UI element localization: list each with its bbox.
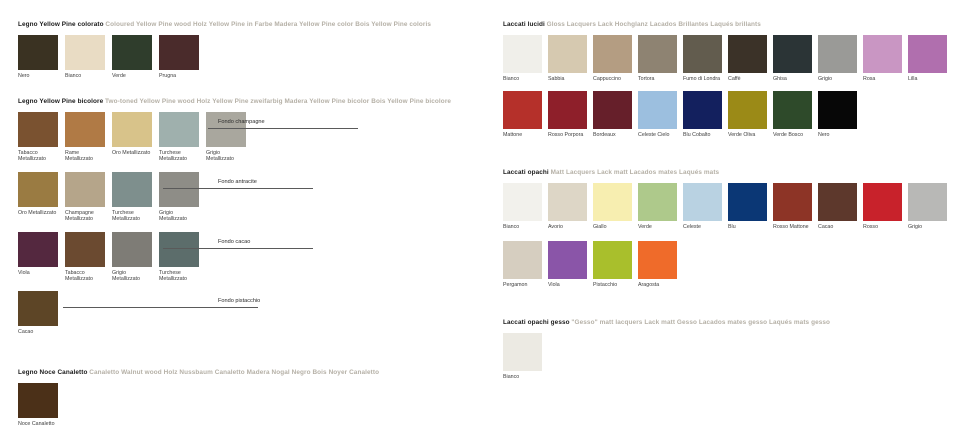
swatch-label: Blu Cobalto [683,132,711,139]
swatch-item[interactable] [548,91,589,138]
section-heading [503,20,953,29]
color-chip[interactable] [548,35,587,73]
swatch-item[interactable] [863,35,904,82]
color-chip[interactable] [683,91,722,129]
section-title-it: Legno Yellow Pine colorato [18,21,104,28]
section-title-translations: "Gesso" matt lacquers Lack matt Gesso Lacados mates gesso Laqués mats gesso [571,319,831,326]
swatch-label: Grigio Metallizzato [159,209,187,223]
swatch-label: Rosso [863,224,879,230]
right-column [495,0,923,436]
swatch-item[interactable] [159,112,201,163]
section-heading [503,168,953,177]
section-title-translations: Gloss Lacquers Lack Hochglanz Lacados Brillantes Laqués brillants [546,21,761,28]
swatch-item[interactable] [773,91,814,138]
color-chip[interactable] [18,172,58,207]
swatch-label: Grigio [818,76,833,82]
swatch-label: Verde Oliva [728,132,756,139]
swatch-item[interactable] [159,35,201,79]
swatch-item[interactable] [638,241,679,288]
section-coloured-pine [18,20,431,79]
swatch-label: Blu [728,224,736,230]
swatch-label: Grigio Metallizzato [112,269,140,283]
swatch-label: Sabbia [548,76,565,82]
swatch-item[interactable] [18,291,60,335]
swatch-item[interactable] [548,241,589,288]
swatch-item[interactable] [638,91,679,138]
color-chip[interactable] [638,183,677,221]
swatch-label: Caffè [728,76,741,82]
color-chip[interactable] [773,183,812,221]
swatch-item[interactable] [863,183,904,230]
swatch-item[interactable] [818,91,859,138]
section-title-it: Laccati lucidi [503,21,545,28]
color-chip[interactable] [18,383,58,418]
section-title-it: Legno Yellow Pine bicolore [18,98,104,105]
color-chip[interactable] [728,91,767,129]
swatch-item[interactable] [683,91,724,138]
swatch-label: Verde [638,224,652,230]
section-heading [503,318,830,327]
color-chip[interactable] [18,35,58,70]
swatch-label: Grigio Metallizzato [206,150,234,163]
fondo-label: Fondo antracite [218,178,257,185]
swatch-item[interactable] [638,35,679,82]
swatch-row [18,383,379,427]
color-chip[interactable] [112,112,152,147]
swatch-label: Oro Metallizzato [18,209,57,216]
swatch-item[interactable] [18,383,60,427]
bicolore-group [18,172,451,223]
swatch-label: Cacao [18,329,34,336]
color-chip[interactable] [206,112,246,147]
swatch-row [503,35,953,82]
leader-line [208,128,358,129]
swatch-label: Aragosta [638,282,660,289]
bicolore-group [18,112,451,163]
swatch-label: Viola [18,269,30,276]
swatch-label: Bianco [503,76,520,82]
color-chip[interactable] [159,232,199,267]
swatch-label: Grigio [908,224,923,230]
color-chip[interactable] [683,183,722,221]
fondo-label: Fondo pistacchio [218,298,261,305]
swatch-label: Pistacchio [593,282,618,289]
swatch-item[interactable] [65,232,107,283]
swatch-item[interactable] [503,91,544,138]
swatch-row [503,91,953,138]
swatch-item[interactable] [159,232,201,283]
section-noce-canaletto [18,368,379,427]
swatch-row [503,183,953,230]
section-heading [18,97,451,106]
section-heading [18,368,379,377]
swatch-label: Nero [18,73,30,79]
section-title-translations: Two-toned Yellow Pine wood Holz Yellow Pine zweifarbig Madera Yellow Pine bicolor Bois Yellow Pine bicolore [105,98,452,105]
swatch-item[interactable] [503,35,544,82]
color-chip[interactable] [548,183,587,221]
color-chip[interactable] [593,241,632,279]
swatch-label: Tabacco Metallizzato [65,269,93,283]
section-title-translations: Canaletto Walnut wood Holz Nussbaum Canaletto Madera Nogal Negro Bois Noyer Canaletto [89,369,380,376]
color-chip[interactable] [818,35,857,73]
swatch-label: Giallo [593,224,607,230]
swatch-label: Cappuccino [593,76,621,82]
swatch-item[interactable] [728,35,769,82]
swatch-item[interactable] [548,35,589,82]
swatch-item[interactable] [683,35,724,82]
swatch-item[interactable] [503,241,544,288]
swatch-item[interactable] [773,183,814,230]
color-chip[interactable] [65,172,105,207]
swatch-label: Turchese Metallizzato [159,150,187,163]
swatch-label: Ghisa [773,76,787,82]
bicolore-group [18,232,451,283]
color-chip[interactable] [159,112,199,147]
swatch-label: Cacao [818,224,834,230]
swatch-item[interactable] [908,183,949,230]
swatch-label: Champagne Metallizzato [65,209,94,223]
leader-line [163,248,313,249]
color-chip[interactable] [773,91,812,129]
color-chip[interactable] [818,91,857,129]
bicolore-group [18,291,451,335]
swatch-label: Celeste [683,224,701,230]
swatch-label: Nero [818,132,830,139]
swatch-label: Bianco [503,374,520,380]
color-chip[interactable] [18,112,58,147]
swatch-item[interactable] [593,241,634,288]
color-chip[interactable] [683,35,722,73]
swatch-label: Rame Metallizzato [65,150,93,163]
swatch-label: Verde [112,73,126,79]
swatch-item[interactable] [112,172,154,223]
swatch-item[interactable] [18,35,60,79]
swatch-item[interactable] [18,232,60,276]
fondo-label: Fondo cacao [218,238,251,245]
swatch-item[interactable] [728,183,769,230]
swatch-label: Viola [548,282,560,289]
section-bicolore-pine [18,97,451,336]
section-laccati-lucidi [503,20,953,138]
swatch-label: Tabacco Metallizzato [18,150,46,163]
color-chip[interactable] [159,35,199,70]
leader-line [163,188,313,189]
swatch-label: Avorio [548,224,563,230]
swatch-item[interactable] [593,91,634,138]
color-chip[interactable] [548,91,587,129]
color-chip[interactable] [593,35,632,73]
swatch-item[interactable] [65,112,107,163]
swatch-item[interactable] [728,91,769,138]
swatch-label: Mattone [503,132,523,139]
color-chip[interactable] [112,232,152,267]
swatch-item[interactable] [112,35,154,79]
color-chip[interactable] [908,183,947,221]
fondo-label: Fondo champagne [218,119,265,125]
swatch-item[interactable] [159,172,201,223]
swatch-label: Prugna [159,73,177,79]
swatch-item[interactable] [503,183,544,230]
color-chip[interactable] [503,333,542,371]
color-chip[interactable] [818,183,857,221]
swatch-label: Oro Metallizzato [112,150,151,156]
color-chip[interactable] [112,172,152,207]
color-chip[interactable] [593,91,632,129]
color-chip[interactable] [159,172,199,207]
swatch-item[interactable] [112,112,154,156]
swatch-label: Rosso Porpora [548,132,584,139]
color-chip[interactable] [593,183,632,221]
section-title-it: Legno Noce Canaletto [18,369,88,376]
swatch-label: Turchese Metallizzato [112,209,140,223]
swatch-item[interactable] [818,183,859,230]
swatch-label: Verde Bosco [773,132,804,139]
swatch-item[interactable] [818,35,859,82]
color-chip[interactable] [908,35,947,73]
swatch-item[interactable] [908,35,949,82]
swatch-item[interactable] [548,183,589,230]
color-chip[interactable] [503,91,542,129]
swatch-row [18,35,431,79]
swatch-label: Tortora [638,76,655,82]
section-title-translations: Coloured Yellow Pine wood Holz Yellow Pine in Farbe Madera Yellow Pine color Bois Yellow Pine coloris [105,21,432,28]
section-laccati-opachi-gesso [503,318,830,380]
color-chip[interactable] [18,232,58,267]
color-chip[interactable] [65,232,105,267]
swatch-item[interactable] [593,35,634,82]
swatch-item[interactable] [112,232,154,283]
swatch-item[interactable] [593,183,634,230]
swatch-label: Rosa [863,76,876,82]
color-chip[interactable] [638,91,677,129]
color-chip[interactable] [65,35,105,70]
swatch-label: Fumo di Londra [683,76,721,82]
color-chip[interactable] [503,241,542,279]
swatch-label: Bianco [503,224,520,230]
swatch-row [503,333,830,380]
color-chip[interactable] [18,291,58,326]
section-laccati-opachi [503,168,953,288]
color-chip[interactable] [773,35,812,73]
section-title-it: Laccati opachi gesso [503,319,570,326]
color-chip[interactable] [503,35,542,73]
swatch-item[interactable] [503,333,544,380]
swatch-item[interactable] [18,112,60,163]
color-chip[interactable] [548,241,587,279]
swatch-label: Bordeaux [593,132,616,139]
swatch-label: Lilla [908,76,918,82]
section-heading [18,20,431,29]
swatch-item[interactable] [773,35,814,82]
swatch-label: Celeste Cielo [638,132,670,139]
swatch-item[interactable] [65,35,107,79]
swatch-label: Rosso Mattone [773,224,809,230]
swatch-item[interactable] [18,172,60,216]
swatch-label: Turchese Metallizzato [159,269,187,283]
swatch-label: Pergamon [503,282,528,289]
swatch-label: Bianco [65,73,82,79]
swatch-row [503,241,953,288]
color-chip[interactable] [863,35,902,73]
section-title-it: Laccati opachi [503,169,549,176]
color-chip[interactable] [638,241,677,279]
swatch-item[interactable] [683,183,724,230]
swatch-item[interactable] [638,183,679,230]
color-chip[interactable] [65,112,105,147]
color-chip[interactable] [728,35,767,73]
section-title-translations: Matt Lacquers Lack matt Lacados mates Laqués mats [550,169,720,176]
color-chip[interactable] [503,183,542,221]
color-chip[interactable] [112,35,152,70]
color-chip[interactable] [638,35,677,73]
leader-line [63,307,258,308]
color-chip[interactable] [728,183,767,221]
swatch-item[interactable] [65,172,107,223]
swatch-label: Noce Canaletto [18,421,55,427]
color-chip[interactable] [863,183,902,221]
